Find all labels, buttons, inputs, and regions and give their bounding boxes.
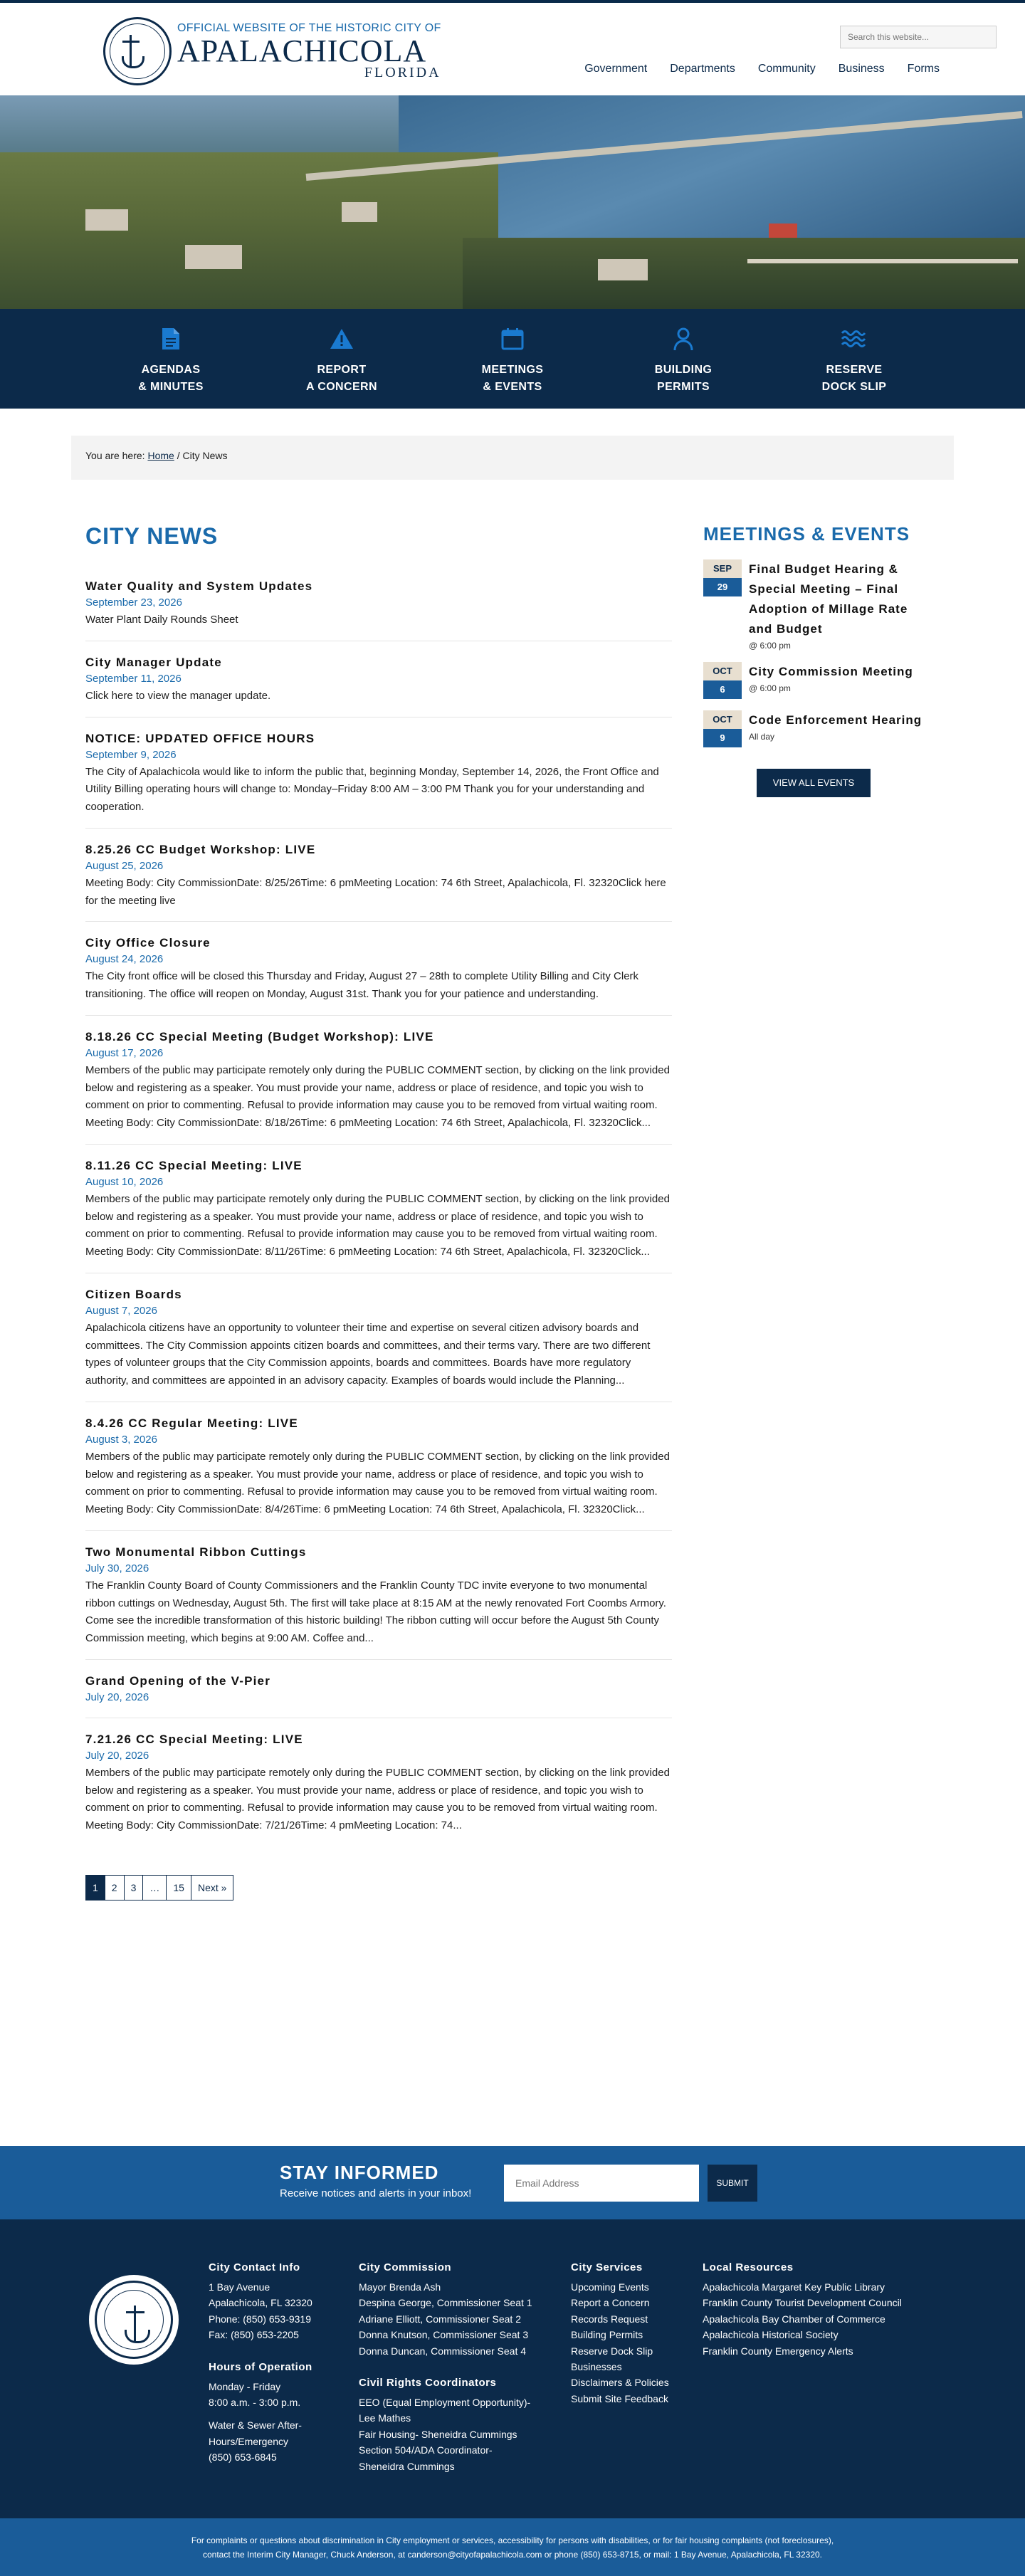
news-post: [85, 936, 672, 1016]
logo-city-name: APALACHICOLA: [177, 33, 427, 68]
quick-link-meetings[interactable]: MEETINGS & EVENTS: [448, 309, 577, 409]
news-list: [85, 523, 672, 1901]
news-post-date: July 30, 2026: [85, 1562, 149, 1574]
main-nav: [562, 63, 940, 75]
page-title: CITY NEWS: [85, 523, 219, 549]
document-icon: [158, 326, 184, 352]
news-post-date: August 17, 2026: [85, 1046, 164, 1059]
news-post-title[interactable]: Citizen Boards: [85, 1287, 182, 1301]
footer-link[interactable]: Records Request: [571, 2313, 648, 2325]
news-post-date: September 11, 2026: [85, 672, 182, 685]
news-post: [85, 1545, 672, 1660]
footer-link[interactable]: Report a Concern: [571, 2297, 650, 2309]
breadcrumb-home-link[interactable]: Home: [147, 450, 174, 461]
news-post-title[interactable]: 8.11.26 CC Special Meeting: LIVE: [85, 1158, 303, 1172]
footer-services: City Services Upcoming Events Report a Concern Records Request Building Permits Reserve Dock Slip Businesses Disclaimers & Policies Submit Site Feedback: [571, 2259, 692, 2407]
page-1[interactable]: 1: [86, 1876, 105, 1900]
news-post-date: September 23, 2026: [85, 596, 182, 609]
footer-link[interactable]: Apalachicola Historical Society: [703, 2329, 839, 2341]
page-3[interactable]: 3: [125, 1876, 144, 1900]
event-title[interactable]: City Commission Meeting: [749, 665, 913, 679]
news-post-excerpt: The City front office will be closed this Thursday and Friday, August 27 – 28th to complete Utility Billing and City Clerk transitioning. The office will reopen on Monday, August 31st. Thank you for your patience and understanding.: [85, 970, 639, 1000]
news-post-excerpt: Apalachicola citizens have an opportunity to volunteer their time and expertise on several citizen advisory boards and committees. The City Commission appoints citizen boards and committees, and their terms vary. There are two different types of volunteer groups that the City Commission appoints, boards and committees. Boards have more regulatory authority, and committees are appointed in an advisory capacity. Examples of boards would include the Planning...: [85, 1321, 651, 1387]
news-post: [85, 1416, 672, 1531]
page-next[interactable]: Next »: [197, 1881, 227, 1893]
pagination: [85, 1875, 233, 1901]
news-post-title[interactable]: 8.18.26 CC Special Meeting (Budget Workshop): LIVE: [85, 1029, 434, 1043]
footer-link[interactable]: Disclaimers & Policies: [571, 2377, 669, 2389]
site-logo[interactable]: [103, 17, 441, 85]
submit-button[interactable]: SUBMIT: [708, 2165, 757, 2202]
news-post: [85, 1159, 672, 1273]
news-post-excerpt: Members of the public may participate remotely only during the PUBLIC COMMENT section, by clicking on the link provided below and registering as a speaker. You must provide your name, address or place of residence, and topic you wish to comment on prior to commenting. Refusal to provide information may cause you to be removed from virtual waiting room. Meeting Body: City CommissionDate: 8/4/26Time: 6 pmMeeting Location: 74 6th Street, Apalachicola, Fl. 32320Click...: [85, 1450, 670, 1515]
news-post-excerpt: Members of the public may participate remotely only during the PUBLIC COMMENT section, by clicking on the link provided below and registering as a speaker. You must provide your name, address or place of residence, and topic you wish to comment on prior to commenting. Refusal to provide information may cause you to be removed from virtual waiting room. Meeting Body: City CommissionDate: 8/11/26Time: 6 pmMeeting Location: 74 6th Street, Apalachicola, Fl. 32320Click...: [85, 1192, 670, 1258]
breadcrumb-current: City News: [182, 450, 228, 461]
news-post-date: August 3, 2026: [85, 1433, 157, 1446]
news-post: [85, 1288, 672, 1402]
footer-link[interactable]: Franklin County Emergency Alerts: [703, 2345, 853, 2357]
event-item: [703, 662, 924, 699]
news-post-title[interactable]: City Manager Update: [85, 655, 222, 669]
news-post-excerpt: Members of the public may participate remotely only during the PUBLIC COMMENT section, by clicking on the link provided below and registering as a speaker. You must provide your name, address or place of residence, and topic you wish to comment on prior to commenting. Refusal to provide information may cause you to be removed from virtual waiting room. Meeting Body: City CommissionDate: 7/21/26Time: 4 pmMeeting Location: 74...: [85, 1766, 670, 1831]
email-input[interactable]: [504, 2165, 699, 2202]
news-post-date: September 9, 2026: [85, 748, 177, 761]
news-post: [85, 732, 672, 829]
site-footer: [0, 2219, 1025, 2518]
breadcrumb: You are here: Home / City News: [71, 436, 954, 480]
news-post: [85, 1733, 672, 1846]
page-ellipsis: …: [143, 1876, 167, 1900]
event-title[interactable]: Code Enforcement Hearing: [749, 713, 922, 727]
news-post-title[interactable]: Grand Opening of the V-Pier: [85, 1673, 271, 1688]
news-post-excerpt: The Franklin County Board of County Commissioners and the Franklin County TDC invite everyone to two monumental ribbon cuttings on Wednesday, August 5th. The first will take place at 8:15 AM at the newly renovated Fort Coombs Armory. Come see the incredible transformation of this historic building! The ribbon cutting will occur before the August 5th County Commission meeting, which begins at 9:00 AM. Coffee and...: [85, 1579, 666, 1644]
logo-tagline: OFFICIAL WEBSITE OF THE HISTORIC CITY OF: [177, 22, 441, 34]
event-time: @ 6:00 pm: [749, 641, 791, 651]
news-post: [85, 1674, 672, 1718]
nav-government[interactable]: Government: [584, 63, 648, 75]
page-15[interactable]: 15: [167, 1876, 191, 1900]
news-post-excerpt: Meeting Body: City CommissionDate: 8/25/26Time: 6 pmMeeting Location: 74 6th Street, Apalachicola, Fl. 32320Click here for the meeting live: [85, 876, 666, 907]
news-post-date: July 20, 2026: [85, 1749, 149, 1762]
stay-informed-title: STAY INFORMED: [280, 2162, 439, 2183]
event-date-badge: OCT 9: [703, 710, 742, 747]
news-post-date: August 7, 2026: [85, 1304, 157, 1317]
event-date-badge: SEP 29: [703, 559, 742, 651]
logo-state: FLORIDA: [364, 65, 441, 80]
event-date-badge: OCT 6: [703, 662, 742, 699]
news-post-date: August 24, 2026: [85, 953, 164, 966]
event-time: @ 6:00 pm: [749, 683, 791, 694]
waves-icon: [841, 326, 867, 352]
event-title[interactable]: Final Budget Hearing & Special Meeting – Final Adoption of Millage Rate and Budget: [749, 562, 908, 636]
search-input[interactable]: [840, 26, 997, 48]
quick-link-report[interactable]: REPORT A CONCERN: [278, 309, 406, 409]
events-title: MEETINGS & EVENTS: [703, 523, 910, 545]
news-post-date: August 10, 2026: [85, 1175, 164, 1188]
news-post-title[interactable]: 8.25.26 CC Budget Workshop: LIVE: [85, 842, 316, 856]
news-post-excerpt: Click here to view the manager update.: [85, 689, 271, 702]
news-post-date: August 25, 2026: [85, 859, 164, 872]
quick-link-dock[interactable]: RESERVE DOCK SLIP: [790, 309, 918, 409]
news-post-title[interactable]: City Office Closure: [85, 936, 211, 950]
event-item: [703, 559, 924, 651]
page-2[interactable]: 2: [105, 1876, 125, 1900]
news-post: [85, 579, 672, 641]
person-icon: [671, 326, 696, 352]
city-seal-icon: [103, 17, 172, 85]
news-post-excerpt: Water Plant Daily Rounds Sheet: [85, 614, 238, 626]
hero-aerial-image: [0, 95, 1025, 309]
footer-link[interactable]: Submit Site Feedback: [571, 2392, 668, 2404]
nav-business[interactable]: Business: [838, 63, 885, 75]
nav-departments[interactable]: Departments: [670, 63, 735, 75]
news-post-title[interactable]: Two Monumental Ribbon Cuttings: [85, 1545, 307, 1559]
footer-commission: City Commission Mayor Brenda Ash Despina George, Commissioner Seat 1 Adriane Elliott, Commissioner Seat 2 Donna Knutson, Commissioner Seat 3 Donna Duncan, Commissioner Seat 4 Civil Rights Coordinators EEO (Equal Employment Opportunity)- Lee Mathes Fair Housing- Sheneidra Cummings Section 504/ADA Coordinator- Sheneidra Cummings: [359, 2261, 532, 2472]
news-post-title[interactable]: NOTICE: UPDATED OFFICE HOURS: [85, 731, 315, 745]
nondiscrimination-notice: For complaints or questions about discrimination in City employment or services, accessibility for persons with disabilities, or for fair housing complaints (not foreclosures), contact the Interim City Manager, Chuck Anderson, at canderson@cityofapalachicola.com or phone (850) 653-8715, or mail: 1 Bay Avenue, Apalachicola, FL 32320.: [0, 2518, 1025, 2576]
nav-community[interactable]: Community: [757, 63, 816, 75]
news-post-excerpt: Members of the public may participate remotely only during the PUBLIC COMMENT section, by clicking on the link provided below and registering as a speaker. You must provide your name, address or place of residence, and topic you wish to comment on prior to commenting. Refusal to provide information may cause you to be removed from virtual waiting room. Meeting Body: City CommissionDate: 8/18/26Time: 6 pmMeeting Location: 74 6th Street, Apalachicola, Fl. 32320Click...: [85, 1063, 670, 1129]
footer-link[interactable]: Franklin County Tourist Development Council: [703, 2297, 902, 2309]
news-post-title[interactable]: 7.21.26 CC Special Meeting: LIVE: [85, 1732, 303, 1746]
news-post: [85, 656, 672, 717]
view-all-events-button[interactable]: VIEW ALL EVENTS: [757, 769, 871, 797]
footer-link[interactable]: Upcoming Events: [571, 2281, 649, 2293]
footer-link[interactable]: Apalachicola Bay Chamber of Commerce: [703, 2313, 885, 2325]
nav-forms[interactable]: Forms: [907, 63, 940, 75]
events-sidebar: [703, 523, 924, 797]
news-post: [85, 1030, 672, 1145]
quick-links-bar: [0, 309, 1025, 409]
news-post-date: July 20, 2026: [85, 1691, 149, 1703]
footer-link[interactable]: Reserve Dock Slip: [571, 2345, 653, 2357]
calendar-icon: [500, 326, 525, 352]
footer-link[interactable]: Apalachicola Margaret Key Public Library: [703, 2281, 885, 2293]
event-item: [703, 710, 924, 747]
quick-link-permits[interactable]: BUILDING PERMITS: [619, 309, 747, 409]
quick-link-agendas[interactable]: AGENDAS & MINUTES: [107, 309, 235, 409]
footer-contact: City Contact Info 1 Bay Avenue Apalachicola, FL 32320 Phone: (850) 653-9319 Fax: (850) 653-2205 Hours of Operation Monday - Friday 8:00 a.m. - 3:00 p.m. Water & Sewer After- Hours/Emergency (850) 653-6845: [209, 2261, 312, 2464]
news-post-title[interactable]: Water Quality and System Updates: [85, 579, 313, 593]
site-header: [0, 3, 1025, 95]
footer-link[interactable]: Businesses: [571, 2360, 622, 2372]
footer-seal-icon: [89, 2275, 179, 2365]
footer-resources: Local Resources Apalachicola Margaret Key Public Library Franklin County Tourist Development Council Apalachicola Bay Chamber of Commerce Apalachicola Historical Society Franklin County Emergency Alerts: [703, 2259, 945, 2359]
event-time: All day: [749, 732, 775, 742]
news-post-title[interactable]: 8.4.26 CC Regular Meeting: LIVE: [85, 1416, 298, 1430]
warning-icon: [329, 326, 354, 352]
footer-link[interactable]: Building Permits: [571, 2329, 643, 2341]
stay-informed-bar: [0, 2146, 1025, 2219]
news-post: [85, 843, 672, 922]
stay-informed-subtitle: Receive notices and alerts in your inbox!: [280, 2187, 472, 2199]
news-post-excerpt: The City of Apalachicola would like to inform the public that, beginning Monday, September 14, 2026, the Front Office and Utility Billing operating hours will change to: Monday–Friday 8:00 AM – 3:00 PM Thank you for your understanding and cooperation.: [85, 765, 659, 813]
